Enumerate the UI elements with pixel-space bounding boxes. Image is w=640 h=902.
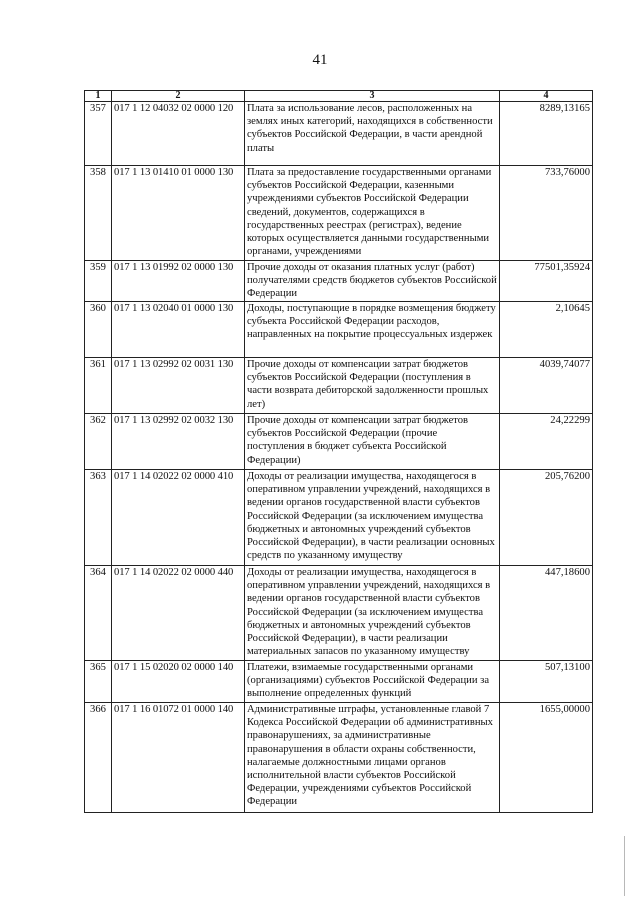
amount: 733,76000 — [500, 166, 593, 261]
amount: 507,13100 — [500, 661, 593, 703]
revenue-description: Доходы от реализации имущества, находящегося в оперативном управлении учреждений, находящихся в ведении органов государственной власти субъектов Российской Федерации (за исключением имущества бюджетных и автономных учреждений субъектов Российской Федерации), в части реализации материальных запасов по указанному имуществу — [245, 566, 500, 661]
revenue-description: Плата за использование лесов, расположенных на землях иных категорий, находящихся в собственности субъектов Российской Федерации, в части арендной платы — [245, 102, 500, 166]
revenue-description: Прочие доходы от компенсации затрат бюджетов субъектов Российской Федерации (поступления в части возврата дебиторской задолженности прошлых лет) — [245, 358, 500, 414]
budget-code: 017 1 13 01410 01 0000 130 — [112, 166, 245, 261]
revenue-description: Доходы от реализации имущества, находящегося в оперативном управлении учреждений, находящихся в ведении органов государственной власти субъектов Российской Федерации (за исключением имущества бюджетных и автономных учреждений субъектов Российской Федерации), в части реализации основных средств по указанному имуществу — [245, 470, 500, 566]
budget-code: 017 1 13 02992 02 0031 130 — [112, 358, 245, 414]
column-header-1: 1 — [85, 91, 112, 102]
budget-code: 017 1 12 04032 02 0000 120 — [112, 102, 245, 166]
row-number: 359 — [85, 261, 112, 302]
table-row — [85, 358, 593, 414]
row-number: 365 — [85, 661, 112, 703]
table-row — [85, 302, 593, 358]
budget-code: 017 1 13 01992 02 0000 130 — [112, 261, 245, 302]
budget-code: 017 1 16 01072 01 0000 140 — [112, 703, 245, 813]
scan-edge-line — [624, 836, 625, 896]
table-row — [85, 166, 593, 261]
budget-code: 017 1 13 02992 02 0032 130 — [112, 414, 245, 470]
row-number: 358 — [85, 166, 112, 261]
column-header-3: 3 — [245, 91, 500, 102]
revenue-description: Платежи, взимаемые государственными органами (организациями) субъектов Российской Федерации за выполнение определенных функций — [245, 661, 500, 703]
row-number: 361 — [85, 358, 112, 414]
revenue-table — [84, 90, 593, 813]
row-number: 364 — [85, 566, 112, 661]
amount: 4039,74077 — [500, 358, 593, 414]
budget-code: 017 1 14 02022 02 0000 410 — [112, 470, 245, 566]
revenue-description: Прочие доходы от компенсации затрат бюджетов субъектов Российской Федерации (прочие поступления в бюджет субъекта Российской Федерации) — [245, 414, 500, 470]
table-row — [85, 703, 593, 813]
amount: 447,18600 — [500, 566, 593, 661]
amount: 8289,13165 — [500, 102, 593, 166]
column-header-2: 2 — [112, 91, 245, 102]
row-number: 360 — [85, 302, 112, 358]
table-row — [85, 661, 593, 703]
row-number: 362 — [85, 414, 112, 470]
row-number: 366 — [85, 703, 112, 813]
amount: 205,76200 — [500, 470, 593, 566]
row-number: 363 — [85, 470, 112, 566]
revenue-description: Административные штрафы, установленные главой 7 Кодекса Российской Федерации об административных правонарушениях, за административные правонарушения в области охраны собственности, налагаемые должностными лицами органов исполнительной власти субъектов Российской Федерации, учреждениями субъектов Российской Федерации — [245, 703, 500, 813]
table-row — [85, 470, 593, 566]
amount: 2,10645 — [500, 302, 593, 358]
column-header-4: 4 — [500, 91, 593, 102]
budget-code: 017 1 13 02040 01 0000 130 — [112, 302, 245, 358]
amount: 1655,00000 — [500, 703, 593, 813]
revenue-description: Плата за предоставление государственными органами субъектов Российской Федерации, казенными учреждениями субъектов Российской Федерации сведений, документов, содержащихся в государственных реестрах (регистрах), ведение которых осуществляется данными государственными органами, учреждениями — [245, 166, 500, 261]
row-number: 357 — [85, 102, 112, 166]
table-row — [85, 566, 593, 661]
table-row — [85, 102, 593, 166]
amount: 77501,35924 — [500, 261, 593, 302]
page-number: 41 — [312, 52, 328, 68]
revenue-description: Прочие доходы от оказания платных услуг (работ) получателями средств бюджетов субъектов Российской Федерации — [245, 261, 500, 302]
table-header-row — [85, 91, 593, 102]
table-row — [85, 414, 593, 470]
amount: 24,22299 — [500, 414, 593, 470]
table-row — [85, 261, 593, 302]
budget-code: 017 1 14 02022 02 0000 440 — [112, 566, 245, 661]
budget-code: 017 1 15 02020 02 0000 140 — [112, 661, 245, 703]
revenue-description: Доходы, поступающие в порядке возмещения бюджету субъекта Российской Федерации расходов, направленных на покрытие процессуальных издержек — [245, 302, 500, 358]
